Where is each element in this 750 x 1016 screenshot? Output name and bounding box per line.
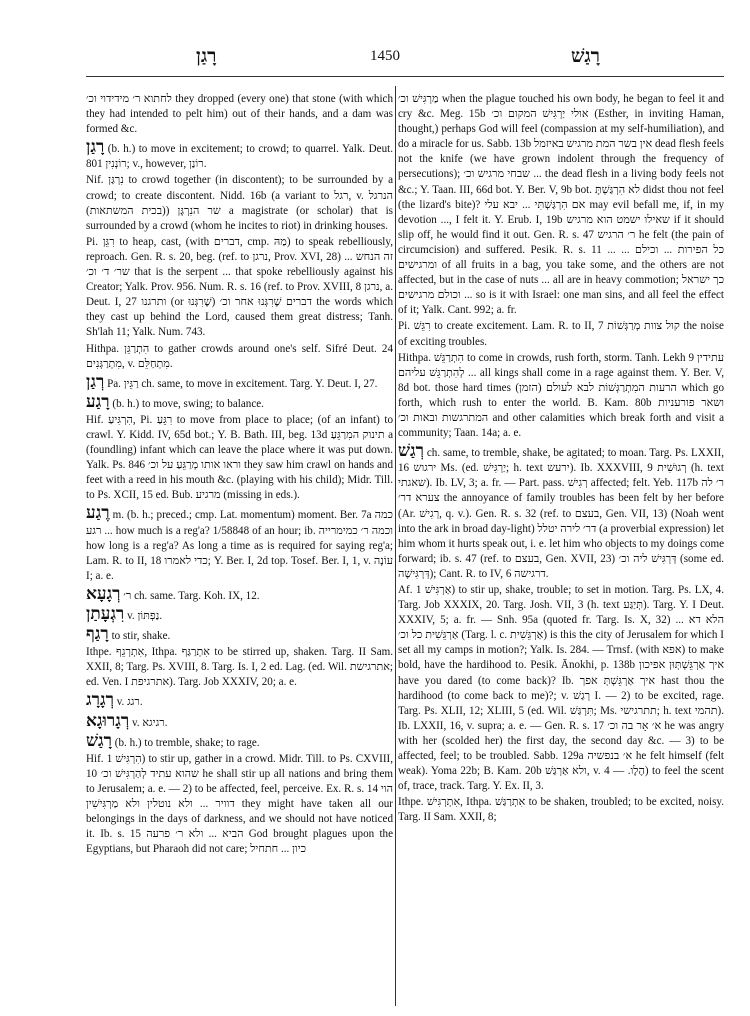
dictionary-entry [86, 393, 393, 412]
dictionary-entry [86, 342, 393, 372]
entry-text: Hif. הִרְגִּישׁ 1) to stir up, gather in a crowd. Midr. Till. to Ps. CXVIII, 10 שהוא עתיד לְהַרְגִּישׁ וכ׳ he shall stir up all nations and bring them to Jerusalem; a. e. — 2) to be affected, feel, perceive. Ex. R. s. 14 הוי דוויר ... ולא נוטלין ולא מַרְגִּישִׁין they might have taken all our belongings in the days of darkness, and we should not have noticed it. Ib. s. 15 הביא ... ולא ר׳ פרעה God brought plagues upon the Egyptians, but Pharaoh did not care; כיון ... חתחיל [86, 752, 393, 856]
entry-text: m. (b. h.; preced.; cmp. Lat. momentum) moment. Ber. 7a כמה רגע ... how much is a reg'a? 1/58848 of an hour; ib. וכמה ר׳ כמימרייה how long is a reg'a? As long a time as is required for saying reg'a; Lam. R. to II, 18 כדי לאמרו; Y. Ber. I, 2d top. Tosef. Ber. I, 1, v. עוֹנָה I; a. e. [86, 509, 393, 582]
dictionary-entry [86, 173, 393, 233]
entry-headword: רְגָרָג [86, 690, 114, 710]
dictionary-entry [398, 795, 724, 825]
entry-text: to stir, shake. [111, 630, 171, 643]
dictionary-entry [398, 351, 724, 442]
entry-text: (b. h.) to tremble, shake; to rage. [114, 736, 260, 749]
entry-text: Nif. נִרְגַּן to crowd together (in discontent); to be surrounded by a crowd; to create discontent. Nidd. 16b (a variant to רגל, v. הנרגל (בכית המשתאות)) שר הנִרְגָּן a magistrate (or scholar) that is surrounded by a crowd (whom he incites to riot) in drinking houses. [86, 174, 393, 232]
dictionary-entry [86, 138, 393, 172]
dictionary-entry [86, 752, 393, 858]
right-column [398, 92, 724, 1002]
page-header [60, 46, 710, 70]
dictionary-entry [398, 442, 724, 582]
dictionary-entry [398, 583, 724, 794]
dictionary-entry [86, 413, 393, 504]
dictionary-entry [86, 645, 393, 690]
column-divider [395, 86, 396, 1006]
entry-text: Pi. רִגֵּשׁ to create excitement. Lam. R. to II, 7 קול צוות מְרַגְּשׁוֹת the noise of exciting troubles. [398, 320, 724, 348]
entry-text: Hithpa. הִתְרַגֵּשׁ to come in crowds, rush forth, storm. Tanh. Lekh 9 עתידין ... לְהִתְרַגֵּשׁ עליהם all kings shall come in a rage against them. Y. Ber. V, 8d bot. those hard times (הזמן) הרעות המִתְרַגְּשׁוֹת לבא לעולם which go forth, which rush to enter the world. B. Kam. 80b ושאר פורעניות המתרגשות ובאות וכ׳ and other calamities which break forth and visit a community; Taan. 14a; a. e. [398, 351, 724, 440]
entry-text: Ithpe. אִתְרְגֵף, Ithpa. אִתְרַגַּף to be stirred up, shaken. Targ. II Sam. XXII, 8; Targ. Ps. XVIII, 8. Targ. Is. I, 2 ed. Lag. (ed. Wil. אתרגישת; ed. Ven. I אתרגיפת). Targ. Job XXXIV, 20; a. e. [86, 646, 393, 689]
left-running-headword: רָגַן [196, 46, 217, 67]
dictionary-entry [86, 691, 393, 710]
dictionary-entry [86, 605, 393, 624]
entry-text: ר׳ ch. same. Targ. Koh. IX, 12. [123, 589, 260, 602]
entry-headword: רָגַף [86, 624, 109, 644]
entry-headword: רְגַן [86, 371, 105, 391]
dictionary-entry [398, 92, 724, 318]
right-running-headword: רָגַשׁ [570, 46, 600, 67]
entry-headword: רְגַשׁ [398, 441, 424, 461]
dictionary-entry [86, 625, 393, 644]
entry-text: Ithpe. אִתְרְגִּישׁ, Ithpa. אִתְרַגַּשׁ to be shaken, troubled; to be excited, noisy. Targ. II Sam. XXII, 8; [398, 796, 724, 824]
entry-text: (b. h.) to move, swing; to balance. [112, 397, 264, 410]
dictionary-entry [86, 235, 393, 341]
entry-headword: רָגַן [86, 137, 105, 157]
entry-headword: רָגַע [86, 391, 110, 411]
dictionary-entry [86, 712, 393, 731]
entry-text: Hithpa. הִתְרַגֵּן to gather crowds around one's self. Sifré Deut. 24 מִתְרַגְּנִים, v. מִתְחַלֵּם. [86, 342, 393, 370]
entry-text: v. רגג. [116, 696, 143, 709]
page-number: 1450 [370, 48, 400, 64]
entry-headword: רִגְעָתַן [86, 604, 125, 623]
left-column [86, 92, 393, 1002]
entry-text: ch. same, to tremble, shake, be agitated; to moan. Targ. Ps. LXXII, 16 ירגוש Ms. (ed. יַרְגִּישׁ; h. text ירעש). Ib. XXXVIII, 9 רְגוּשִׁית (h. text שאגתי). Ib. LV, 3; a. fr. — Part. pass. רְגִישׁ affected; felt. Yeb. 117b ר׳ לה צערא דר׳ the annoyance of family troubles has been felt by her before (Ar. רְגִישׁ, q. v.). Gen. R. s. 32 (ref. to בעצם, Gen. VII, 13) (Noah went into the ark in broad day-light) דר׳ לירה יטלל (a proverbial expression) let him whom it hurts speak out, i. e. let him who objects to my doings come forward; ib. s. 47 (ref. to בעצם, Gen. XVII, 23) דְּרְגִּישׁ ליה וכ׳ (some ed. דְּרְגִּישָׁה); Cant. R. to IV, 6 דרגישה. [398, 447, 724, 580]
entry-text: Af. אַרְגִּישׁ 1) to stir up, shake, trouble; to set in motion. Targ. Ps. LX, 4. Targ. Job XXXIX, 20. Targ. Josh. VII, 3 (h. text תְּיַגַּע). Targ. Y. I Deut. XXXIV, 5; a. fr. — Snh. 95a (quoted fr. Targ. Is. X, 32) הלא דא ... אַרְגֵּשִׁית כל וכ׳ (Targ. l. c. אַרְגֵּשִׁית) is this the city of Jerusalem for which I set all my camps in motion?; Yalk. Is. 284. — Trnsf. (with אפא) to make bold, have the hardihood to. Pesik. Ānokhi, p. 138b איך אַרְגֵּשְׁתְּוּן אפיכון have you dared (to come back)? Ib. איך אַרְגֵּשְׁתְּ אפך hast thou the hardihood (to come back to me)?; v. רְגַשׁ I. — 2) to be excited, rage. Targ. Ps. XLII, 12; XLIII, 5 (ed. Wil. תִּרְגַּשׁ; Ms. תתרגישי; h. text תהמי). Ib. LXXII, 16, v. supra; a. e. — Gen. R. s. 17 א׳ אָר בה וכ׳ he was angry with her (scolded her) the first day, the second day &c. — 3) to be affected, feel; to be troubled. Sabb. 129a א׳ בנפשיה he felt himself (felt weak). Yoma 22b; B. Kam. 20b ולא אַרְגַּשׁ, v. הֶלֶו. — 4) to feel the scent of, trace, track. Targ. Y. Ex. II, 3. [398, 584, 724, 793]
entry-text: (b. h.) to move in excitement; to crowd; to quarrel. Yalk. Deut. 801 רוֹנְנִין; v., however, רוֹנַן. [86, 143, 393, 171]
entry-text: Hif. הִרְגִּיעַ, Pi. רִגֵּעַ to move from place to place; (of an infant) to crawl. Y. Kidd. IV, 65d bot.; Y. B. Bath. III, beg. 13d תינוק המִרַגֵּעַ a (foundling) infant which can leave the place where it was put down. Yalk. Ps. 846 וראו אותו מְרַגֵּעַ על וכ׳ they saw him crawl on hands and feet with a reed in his mouth &c. (playing with his child); Midr. Till. to Ps. XCII, 15 ed. Bub. מרגיע (missing in eds.). [86, 413, 393, 502]
dictionary-entry [86, 732, 393, 751]
entry-text: Pi. רִגֵּן to heap, cast, (with דברים, cmp. מַהּ) to speak rebelliously, reproach. Gen. R. s. 20, beg. (ref. to נרגן, Prov. XVI, 28) זה הנחש ... שר׳ ד׳ וכ׳ that is the serpent ... that spoke rebelliously against his Creator; Yalk. Prov. 956. Num. R. s. 16 (ref. to Prov. XVIII, 8 נרגן, a. Deut. I, 27 ותרגנו (or שֶׁרִגְּנוּ) דברים שֶׁרִגְּנוּ אחר וכ׳ the words which they cast up behind the Lord, caused them great distress; Tanh. Sh'lah 11; Yalk. Num. 743. [86, 235, 393, 339]
entry-headword: רֶגַע [86, 503, 110, 523]
dictionary-entry [86, 585, 393, 604]
entry-headword: רְגָרוּגָא [86, 710, 130, 730]
entry-text: v. נַפְתּוֹן. [127, 610, 163, 622]
entry-headword: רָגַשׁ [86, 730, 112, 750]
header-rule [86, 76, 724, 77]
dictionary-entry [86, 92, 393, 137]
dictionary-entry [398, 319, 724, 349]
dictionary-entry [86, 373, 393, 392]
dictionary-entry [86, 504, 393, 583]
entry-text: Pa. רַגֵּין ch. same, to move in excitement. Targ. Y. Deut. I, 27. [107, 377, 378, 390]
entry-text: v. רגיגא. [131, 716, 168, 729]
entry-text: מַרְגִּישׁ וכ׳ when the plague touched his own body, he began to feel it and cry &c. Meg. 15b אולי יַרְגִּישׁ המקום וכ׳ (Esther, in inviting Haman, thought,) perhaps God will feel (compassion at my self-humiliation), and do a miracle for us. Sabb. 13b אין בשר המת מרגיש באיזמל dead flesh feels not the knife (we have grown indolent through the frequency of persecutions); שבחי מרגיש וכ׳ ... the dead flesh in a living body feels not &c.; Y. Taan. III, 66d bot. Y. Ber. V, 9b bot. לא הִרְגַּשְׁתָּ didst thou not feel (the lizard's bite)? אם הִרְגַּשְׁתִּי ... יבא עלי may evil befall me, if, in my devotion ..., I felt it. Y. Erub. I, 19b שאילו ישמט הוא מרגיש if it should slip off, he would find it out. Gen. R. s. 47 ר׳ הרגיש he felt (the pain of circumcision) and suffered. Pesik. R. s. 11 ... כל הפירות ... וכילם ... ומרגישים of all fruits in a bag, you take some, and the others are not affected, but in the case of nuts ... all are in heavy commotion; כך ישראל ... וכולם מרגישים so is it with Israel: one man sins, and all feel the effect of it; Yalk. Cant. 992; a. fr. [398, 93, 724, 317]
entry-text: לחתוא ר׳ מידידוי וכ׳ they dropped (every one) that stone (with which they had intended to pelt him) out of their hands, and a dam was formed &c. [86, 93, 393, 136]
entry-headword: רְגָעָא [86, 583, 121, 603]
